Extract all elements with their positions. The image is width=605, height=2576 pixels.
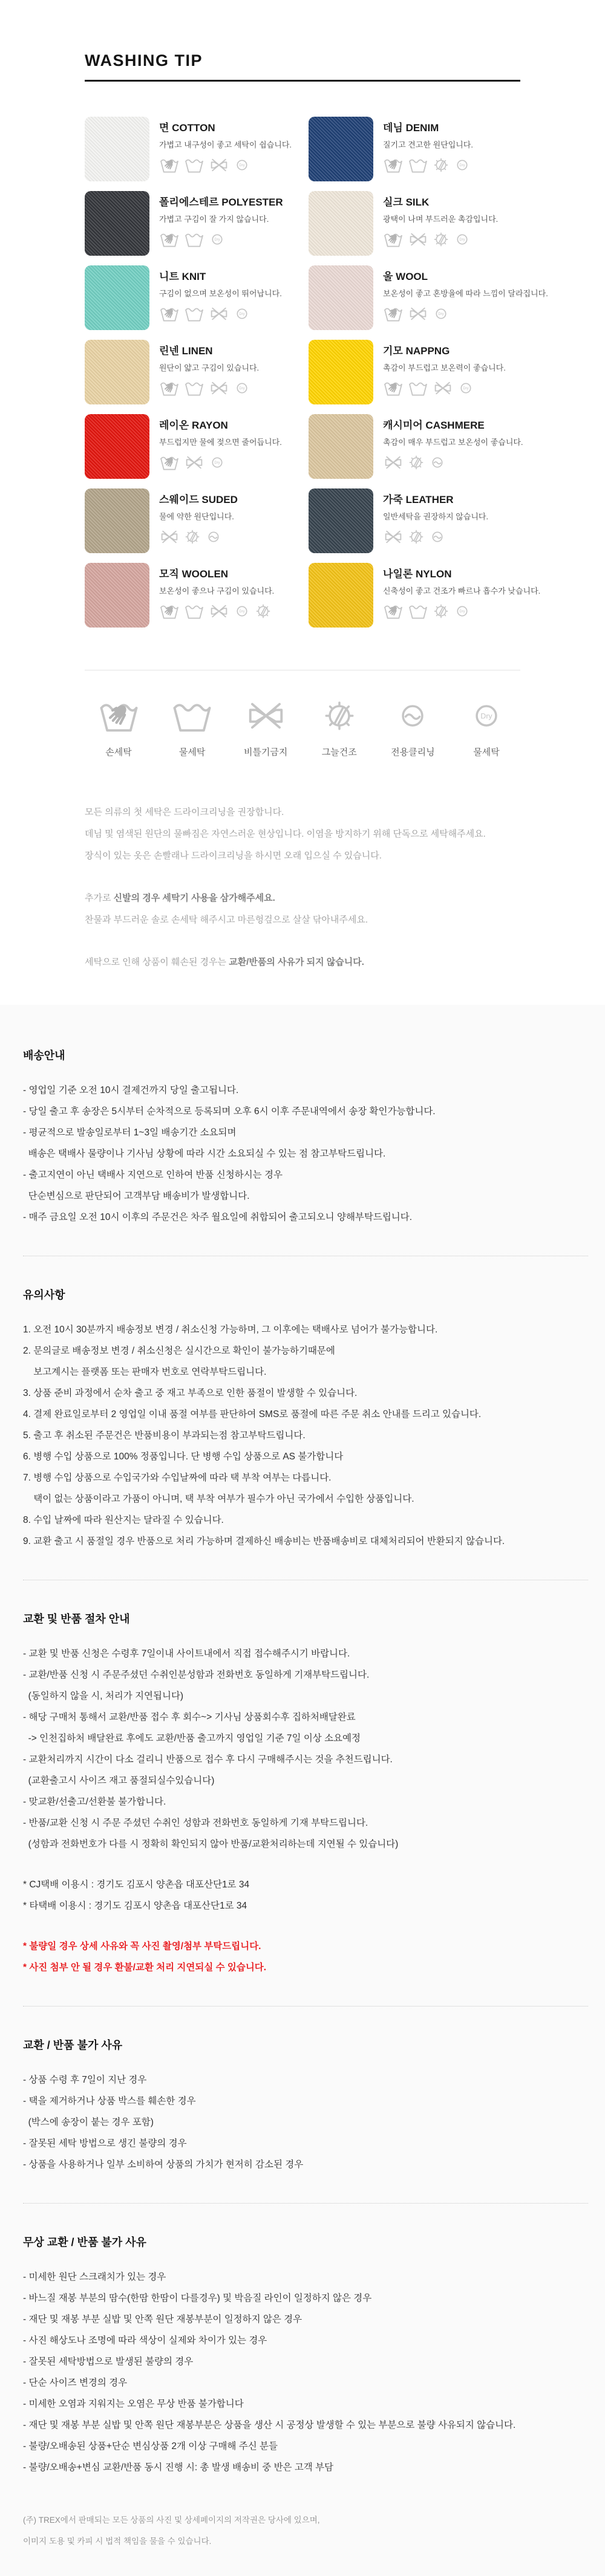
notice-line: - 교환/반품 신청 시 주문주셨던 수취인분성함과 전화번호 동일하게 기재부탁드립니다. xyxy=(23,1670,370,1680)
notice-item xyxy=(23,2436,588,2457)
legend-item xyxy=(87,698,150,758)
fabric-swatch-image xyxy=(309,488,373,553)
dry-circle-icon xyxy=(457,380,474,397)
fabric-care-icons xyxy=(159,380,259,397)
fabric-care-item xyxy=(309,117,548,181)
dry-circle-icon xyxy=(454,231,471,248)
care-note-text: 장식이 있는 옷은 손빨래나 드라이크리닝을 하시면 오래 입으실 수 있습니다. xyxy=(85,851,382,861)
shade-dry-icon xyxy=(255,603,272,620)
care-note-line xyxy=(85,952,520,973)
care-note-text: 추가로 xyxy=(85,893,114,903)
fabric-care-icons xyxy=(159,305,282,322)
shade-dry-icon xyxy=(433,157,450,174)
hand-wash-icon xyxy=(383,603,404,620)
notice-line: - 맞교환/선출고/선환불 불가합니다. xyxy=(23,1797,166,1807)
section-heading: 교환 및 반품 절차 안내 xyxy=(23,1613,130,1625)
notice-line: - 매주 금요일 오전 10시 이후의 주문건은 차주 월요일에 취합되어 출고되오니 양해부탁드립니다. xyxy=(23,1212,413,1222)
notice-item xyxy=(23,1664,588,1707)
fabric-name: 나일론 NYLON xyxy=(383,568,452,580)
no-wring-icon xyxy=(244,698,287,733)
notice-line: - 불량/오배송+변심 교환/반품 동시 진행 시: 총 발생 배송비 중 반은 고객 부담 xyxy=(23,2462,334,2473)
notice-item xyxy=(23,2309,588,2330)
fabric-swatch-image xyxy=(309,191,373,256)
legend-item xyxy=(308,698,371,758)
notice-line: - 잘못된 세탁 방법으로 생긴 불량의 경우 xyxy=(23,2138,187,2149)
notice-line: - 반품/교환 신청 시 주문 주셨던 수취인 성함과 전화번호 동일하게 기재 부탁드립니다. xyxy=(23,1818,368,1828)
fabric-description: 부드럽지만 물에 젖으면 줄어듭니다. xyxy=(159,438,282,447)
hand-wash-icon xyxy=(159,454,180,471)
machine-wash-icon xyxy=(184,305,204,322)
svg-text:Dry: Dry xyxy=(438,313,444,317)
dry-circle-icon xyxy=(234,305,250,322)
svg-text:Dry: Dry xyxy=(239,164,245,168)
notice-item xyxy=(23,1467,588,1510)
fabric-info xyxy=(383,563,540,628)
notice-item xyxy=(23,1895,588,1916)
notice-item xyxy=(23,1207,588,1228)
fabric-description: 질기고 견고한 원단입니다. xyxy=(383,140,473,149)
dotted-divider xyxy=(23,2006,588,2007)
notice-line: * 사진 첨부 안 될 경우 환불/교환 처리 지연되실 수 있습니다. xyxy=(23,1962,267,1973)
notice-line: 단순변심으로 판단되어 고객부담 배송비가 발생합니다. xyxy=(23,1191,250,1201)
fabric-care-icons xyxy=(159,603,274,620)
machine-wash-icon xyxy=(171,698,214,733)
fabric-name: 모직 WOOLEN xyxy=(159,568,229,580)
care-notes xyxy=(85,802,520,973)
fabric-name: 실크 SILK xyxy=(383,196,430,208)
notice-item xyxy=(23,2457,588,2478)
dry-clean-only-icon xyxy=(395,698,430,733)
machine-wash-icon xyxy=(408,603,428,620)
fabric-care-grid xyxy=(85,117,548,628)
notice-line: (성함과 전화번호가 다를 시 정확히 확인되지 않아 반품/교환처리하는데 지연될 수 있습니다) xyxy=(23,1839,399,1849)
fabric-swatch-image xyxy=(85,563,149,628)
fabric-care-item xyxy=(85,117,292,181)
notice-item xyxy=(23,1936,588,1957)
svg-text:Dry: Dry xyxy=(239,610,245,614)
fabric-description: 일반세탁을 권장하지 않습니다. xyxy=(383,512,489,521)
notice-item xyxy=(23,1383,588,1404)
shipping-and-return-notice xyxy=(0,1005,605,2576)
legend-label: 그늘건조 xyxy=(321,747,357,758)
machine-wash-icon xyxy=(184,380,204,397)
notice-item xyxy=(23,1319,588,1340)
notice-item xyxy=(23,2266,588,2288)
machine-wash-icon xyxy=(184,231,204,248)
care-note-text: 데님 및 염색된 원단의 물빠짐은 자연스러운 현상입니다. 이염을 방지하기 위해 단독으로 세탁해주세요. xyxy=(85,829,486,839)
fabric-care-icons xyxy=(383,231,498,248)
fabric-care-icons xyxy=(159,454,282,471)
fabric-description: 가볍고 구김이 잘 가지 않습니다. xyxy=(159,215,269,224)
notice-line: - 재단 및 재봉 부분 실밥 및 안쪽 원단 재봉부분은 상품을 생산 시 공정상 발생할 수 있는 부분으로 불량 사유되지 않습니다. xyxy=(23,2420,516,2430)
notice-item xyxy=(23,1122,588,1164)
svg-text:Dry: Dry xyxy=(239,313,245,317)
fabric-swatch-image xyxy=(309,265,373,330)
notice-item xyxy=(23,1749,588,1791)
svg-text:Dry: Dry xyxy=(459,610,465,614)
no-wring-icon xyxy=(408,231,428,248)
dotted-divider xyxy=(23,2203,588,2204)
fabric-info xyxy=(159,191,283,256)
fabric-description: 신축성이 좋고 건조가 빠르나 흡수가 낮습니다. xyxy=(383,586,541,595)
care-note-text: 모든 의류의 첫 세탁은 드라이크리닝을 권장합니다. xyxy=(85,807,284,817)
notice-line: * CJ택배 이용시 : 경기도 김포시 양촌읍 대포산단1로 34 xyxy=(23,1880,250,1890)
legend-label: 물세탁 xyxy=(178,747,206,758)
fabric-care-item xyxy=(309,265,548,330)
fabric-info xyxy=(159,488,238,553)
notice-item xyxy=(23,2372,588,2393)
fabric-info xyxy=(383,488,488,553)
svg-text:Dry: Dry xyxy=(239,387,245,391)
notice-line: 2. 문의글로 배송정보 변경 / 취소신청은 실시간으로 확인이 불가능하기때문에 xyxy=(23,1346,335,1356)
notice-item xyxy=(23,2154,588,2175)
fabric-name: 울 WOOL xyxy=(383,271,428,282)
dry-circle-icon xyxy=(469,698,504,733)
notice-item xyxy=(23,1101,588,1122)
fabric-swatch-image xyxy=(309,414,373,479)
fabric-care-item xyxy=(309,340,548,404)
no-wring-icon xyxy=(209,380,229,397)
section-heading: 배송안내 xyxy=(23,1050,65,1062)
notice-line: - 사진 해상도나 조명에 따라 색상이 실제와 차이가 있는 경우 xyxy=(23,2335,267,2346)
fabric-swatch-image xyxy=(309,117,373,181)
legend-label: 물세탁 xyxy=(473,747,500,758)
hand-wash-icon xyxy=(383,157,404,174)
fabric-info xyxy=(383,340,506,404)
fabric-swatch-image xyxy=(309,340,373,404)
notice-item xyxy=(23,2415,588,2436)
hand-wash-icon xyxy=(383,231,404,248)
notice-line: - 교환 및 반품 신청은 수령후 7일이내 사이트내에서 직접 접수해주시기 바랍니다. xyxy=(23,1649,350,1659)
shade-dry-icon xyxy=(184,528,201,545)
fabric-name: 면 COTTON xyxy=(159,122,215,134)
legend-item xyxy=(455,698,518,758)
care-note-line xyxy=(85,909,520,931)
care-note-text: 세탁으로 인해 상품이 훼손된 경우는 xyxy=(85,957,229,967)
notice-line: - 잘못된 세탁방법으로 발생된 불량의 경우 xyxy=(23,2357,194,2367)
copyright-line: (주) TREX에서 판매되는 모든 상품의 사진 및 상세페이지의 저작권은 당사에 있으며, xyxy=(23,2516,320,2525)
notice-item xyxy=(23,1791,588,1812)
no-wring-icon xyxy=(433,380,453,397)
notice-line: - 평균적으로 발송일로부터 1~3일 배송기간 소요되며 xyxy=(23,1127,237,1138)
fabric-name: 폴리에스테르 POLYESTER xyxy=(159,196,283,208)
notice-item xyxy=(23,1874,588,1895)
notice-item xyxy=(23,2091,588,2133)
fabric-swatch-image xyxy=(85,340,149,404)
dry-clean-only-icon xyxy=(429,528,446,545)
notice-item xyxy=(23,1446,588,1467)
fabric-description: 구김이 없으며 보온성이 뛰어납니다. xyxy=(159,289,282,298)
fabric-description: 원단이 얇고 구김이 있습니다. xyxy=(159,363,260,372)
fabric-info xyxy=(383,191,498,256)
notice-item xyxy=(23,2330,588,2351)
notice-line: 배송은 택배사 물량이나 기사님 상황에 따라 시간 소요되실 수 있는 점 참고부탁드립니다. xyxy=(23,1149,386,1159)
notice-line: - 해당 구매처 통해서 교환/반품 접수 후 회수~> 기사님 상품회수후 집하처배달완료 xyxy=(23,1712,356,1722)
dry-circle-icon xyxy=(209,454,226,471)
copyright-line: 이미지 도용 및 카피 시 법적 책임을 물을 수 있습니다. xyxy=(23,2537,212,2546)
notice-line: - 단순 사이즈 변경의 경우 xyxy=(23,2378,128,2388)
fabric-care-icons xyxy=(383,380,506,397)
fabric-info xyxy=(383,414,523,479)
dry-circle-icon xyxy=(234,157,250,174)
fabric-name: 캐시미어 CASHMERE xyxy=(383,420,485,431)
fabric-info xyxy=(383,117,473,181)
fabric-description: 광택이 나며 부드러운 촉감입니다. xyxy=(383,215,499,224)
legend-label: 전용클리닝 xyxy=(391,747,435,758)
notice-line: -> 인천집하처 배달완료 후에도 교환/반품 출고까지 영업일 기준 7일 이상 소요예정 xyxy=(23,1733,361,1744)
care-note-line xyxy=(85,887,520,909)
notice-item xyxy=(23,1531,588,1552)
svg-text:Dry: Dry xyxy=(463,387,469,391)
fabric-care-item xyxy=(309,191,548,256)
notice-line: - 미세한 오염과 지워지는 오염은 무상 반품 불가합니다 xyxy=(23,2399,244,2409)
legend-label: 비틀기금지 xyxy=(243,747,288,758)
notice-item xyxy=(23,1812,588,1855)
dry-circle-icon xyxy=(234,603,250,620)
notice-item xyxy=(23,2351,588,2372)
no-wring-icon xyxy=(184,454,204,471)
fabric-info xyxy=(159,414,282,479)
fabric-name: 린넨 LINEN xyxy=(159,345,213,357)
fabric-care-icons xyxy=(383,603,540,620)
notice-line: - 바느질 재봉 부분의 땀수(한땀 한땀이 다를경우) 및 박음질 라인이 일정하지 않은 경우 xyxy=(23,2293,372,2303)
svg-text:Dry: Dry xyxy=(459,238,465,242)
fabric-info xyxy=(159,117,292,181)
dry-circle-icon xyxy=(454,157,471,174)
fabric-care-item xyxy=(309,414,548,479)
fabric-care-icons xyxy=(383,454,523,471)
notice-line: - 불량/오배송된 상품+단순 변심상품 2개 이상 구매해 주신 분들 xyxy=(23,2441,278,2451)
notice-item xyxy=(23,1510,588,1531)
hand-wash-icon xyxy=(159,231,180,248)
fabric-name: 스웨이드 SUDED xyxy=(159,494,238,505)
notice-item xyxy=(23,1404,588,1425)
no-wring-icon xyxy=(209,157,229,174)
notice-line: 보고계시는 플랫폼 또는 판매자 번호로 연락부탁드립니다. xyxy=(23,1367,267,1377)
notice-line: 4. 결제 완료일로부터 2 영업일 이내 품절 여부를 판단하여 SMS로 품절에 따른 주문 취소 안내를 드리고 있습니다. xyxy=(23,1409,482,1419)
notice-item xyxy=(23,1164,588,1207)
notice-item xyxy=(23,1707,588,1749)
notice-line: * 타택배 이용시 : 경기도 김포시 양촌읍 대포산단1로 34 xyxy=(23,1901,247,1911)
section-heading: 무상 교환 / 반품 불가 사유 xyxy=(23,2236,146,2248)
hand-wash-icon xyxy=(159,157,180,174)
hand-wash-icon xyxy=(159,603,180,620)
notice-item xyxy=(23,1425,588,1446)
notice-line: - 상품 수령 후 7일이 지난 경우 xyxy=(23,2075,147,2085)
notice-line: - 재단 및 재봉 부분 실밥 및 안쪽 원단 재봉부분이 일정하지 않은 경우 xyxy=(23,2314,302,2325)
dry-circle-icon xyxy=(433,305,450,322)
fabric-care-icons xyxy=(383,305,548,322)
fabric-swatch-image xyxy=(85,414,149,479)
section-heading: 교환 / 반품 불가 사유 xyxy=(23,2039,123,2051)
fabric-swatch-image xyxy=(85,488,149,553)
fabric-description: 촉감이 매우 부드럽고 보온성이 좋습니다. xyxy=(383,438,523,447)
fabric-care-item xyxy=(309,488,548,553)
no-wring-icon xyxy=(159,528,180,545)
care-note-line xyxy=(85,845,520,867)
section-heading: 유의사항 xyxy=(23,1289,65,1301)
notice-line: * 불량일 경우 상세 사유와 꼭 사진 촬영/첨부 부탁드립니다. xyxy=(23,1941,261,1951)
notice-item xyxy=(23,2069,588,2091)
fabric-name: 가죽 LEATHER xyxy=(383,494,454,505)
care-note-text: 찬물과 부드러운 솔로 손세탁 해주시고 마른헝겊으로 살살 닦아내주세요. xyxy=(85,915,368,925)
machine-wash-icon xyxy=(184,603,204,620)
fabric-care-item xyxy=(85,414,292,479)
notice-line: - 영업일 기준 오전 10시 결제건까지 당일 출고됩니다. xyxy=(23,1085,239,1095)
fabric-name: 니트 KNIT xyxy=(159,271,206,282)
legend-item xyxy=(381,698,444,758)
no-wring-icon xyxy=(408,305,428,322)
notice-item xyxy=(23,1957,588,1978)
care-note-emphasis: 신발의 경우 세탁기 사용을 삼가해주세요. xyxy=(113,893,275,903)
shade-dry-icon xyxy=(408,528,425,545)
notice-item xyxy=(23,1080,588,1101)
notice-line: (교환출고시 사이즈 재고 품절되실수있습니다) xyxy=(23,1776,215,1786)
title-underline xyxy=(85,80,520,82)
fabric-care-item xyxy=(85,488,292,553)
svg-text:Dry: Dry xyxy=(214,238,220,242)
shade-dry-icon xyxy=(433,603,450,620)
no-wring-icon xyxy=(209,305,229,322)
notice-line: 6. 병행 수입 상품으로 100% 정품입니다. 단 병행 수입 상품으로 AS 불가합니다 xyxy=(23,1452,344,1462)
notice-line: 9. 교환 출고 시 품절일 경우 반품으로 처리 가능하며 결제하신 배송비는 반품배송비로 대체처리되어 반환되지 않습니다. xyxy=(23,1536,505,1546)
notice-item xyxy=(23,1340,588,1383)
care-note-line xyxy=(85,823,520,845)
notice-line: - 미세한 원단 스크래치가 있는 경우 xyxy=(23,2272,166,2282)
notice-line: 8. 수입 날짜에 따라 원산지는 달라질 수 있습니다. xyxy=(23,1515,224,1525)
copyright-footer xyxy=(23,2509,588,2552)
machine-wash-icon xyxy=(184,157,204,174)
hand-wash-icon xyxy=(159,380,180,397)
dry-circle-icon xyxy=(234,380,250,397)
notice-line: - 택을 제거하거나 상품 박스를 훼손한 경우 xyxy=(23,2096,196,2106)
no-wring-icon xyxy=(383,454,404,471)
hand-wash-icon xyxy=(97,698,140,733)
fabric-info xyxy=(159,265,282,330)
care-note-line xyxy=(85,802,520,823)
notice-item xyxy=(23,2288,588,2309)
fabric-swatch-image xyxy=(85,191,149,256)
laundry-symbol-legend xyxy=(85,670,520,758)
fabric-name: 기모 NAPPNG xyxy=(383,345,450,357)
notice-line: - 당일 출고 후 송장은 5시부터 순차적으로 등록되며 오후 6시 이후 주문내역에서 송장 확인가능합니다. xyxy=(23,1106,436,1117)
fabric-name: 레이온 RAYON xyxy=(159,420,228,431)
notice-line: - 교환처리까지 시간이 다소 걸리니 반품으로 접수 후 다시 구매해주시는 것을 추천드립니다. xyxy=(23,1754,393,1765)
shade-dry-icon xyxy=(322,698,357,733)
legend-item xyxy=(234,698,297,758)
fabric-care-item xyxy=(85,563,292,628)
fabric-description: 보온성이 좋고 혼방율에 따라 느낌이 달라집니다. xyxy=(383,289,548,298)
fabric-care-icons xyxy=(383,528,488,545)
hand-wash-icon xyxy=(383,305,404,322)
fabric-care-item xyxy=(309,563,548,628)
fabric-swatch-image xyxy=(85,117,149,181)
notice-item xyxy=(23,1643,588,1664)
no-wring-icon xyxy=(209,603,229,620)
svg-text:Dry: Dry xyxy=(459,164,465,168)
fabric-name: 데님 DENIM xyxy=(383,122,439,134)
hand-wash-icon xyxy=(383,380,404,397)
dry-clean-only-icon xyxy=(429,454,446,471)
fabric-description: 가볍고 내구성이 좋고 세탁이 쉽습니다. xyxy=(159,140,292,149)
fabric-care-icons xyxy=(159,231,283,248)
machine-wash-icon xyxy=(408,380,428,397)
notice-item xyxy=(23,2393,588,2415)
fabric-care-item xyxy=(85,265,292,330)
hand-wash-icon xyxy=(159,305,180,322)
legend-item xyxy=(161,698,224,758)
dry-circle-icon xyxy=(454,603,471,620)
notice-line: 택이 없는 상품이라고 가품이 아니며, 택 부착 여부가 필수가 아닌 국가에서 수입한 상품입니다. xyxy=(23,1494,414,1504)
fabric-info xyxy=(159,340,259,404)
notice-line: 3. 상품 준비 과정에서 순차 출고 중 재고 부족으로 인한 품절이 발생할 수 있습니다. xyxy=(23,1388,358,1398)
washing-tip-section xyxy=(0,0,605,973)
washing-tip-title: WASHING TIP xyxy=(85,51,203,70)
fabric-care-icons xyxy=(159,528,238,545)
dry-clean-only-icon xyxy=(205,528,222,545)
notice-line: 7. 병행 수입 상품으로 수입국가와 수입날짜에 따라 택 부착 여부는 다릅니다. xyxy=(23,1473,332,1483)
no-wring-icon xyxy=(383,528,404,545)
notice-line: (동일하지 않을 시, 처리가 지연됩니다) xyxy=(23,1691,184,1701)
svg-text:Dry: Dry xyxy=(214,461,220,466)
svg-text:Dry: Dry xyxy=(480,712,492,721)
fabric-description: 보온성이 좋으나 구김이 있습니다. xyxy=(159,586,275,595)
shade-dry-icon xyxy=(433,231,450,248)
notice-line: 5. 출고 후 취소된 주문건은 반품비용이 부과되는점 참고부탁드립니다. xyxy=(23,1430,306,1441)
notice-item xyxy=(23,2133,588,2154)
fabric-swatch-image xyxy=(85,265,149,330)
fabric-care-item xyxy=(85,340,292,404)
shade-dry-icon xyxy=(408,454,425,471)
notice-line: (박스에 송장이 붙는 경우 포함) xyxy=(23,2117,154,2127)
notice-line: - 상품을 사용하거나 일부 소비하여 상품의 가치가 현저히 감소된 경우 xyxy=(23,2159,304,2170)
care-note-emphasis: 교환/반품의 사유가 되지 않습니다. xyxy=(229,957,364,967)
fabric-care-item xyxy=(85,191,292,256)
notice-line: - 출고지연이 아닌 택배사 지연으로 인하여 반품 신청하시는 경우 xyxy=(23,1170,283,1180)
fabric-info xyxy=(159,563,274,628)
fabric-description: 촉감이 부드럽고 보온력이 좋습니다. xyxy=(383,363,506,372)
machine-wash-icon xyxy=(408,157,428,174)
fabric-care-icons xyxy=(159,157,292,174)
fabric-info xyxy=(383,265,548,330)
fabric-description: 물에 약한 원단입니다. xyxy=(159,512,234,521)
fabric-swatch-image xyxy=(309,563,373,628)
notice-line: 1. 오전 10시 30분까지 배송정보 변경 / 취소신청 가능하며, 그 이후에는 택배사로 넘어가 불가능합니다. xyxy=(23,1325,438,1335)
legend-label: 손세탁 xyxy=(105,747,132,758)
fabric-care-icons xyxy=(383,157,473,174)
dry-circle-icon xyxy=(209,231,226,248)
